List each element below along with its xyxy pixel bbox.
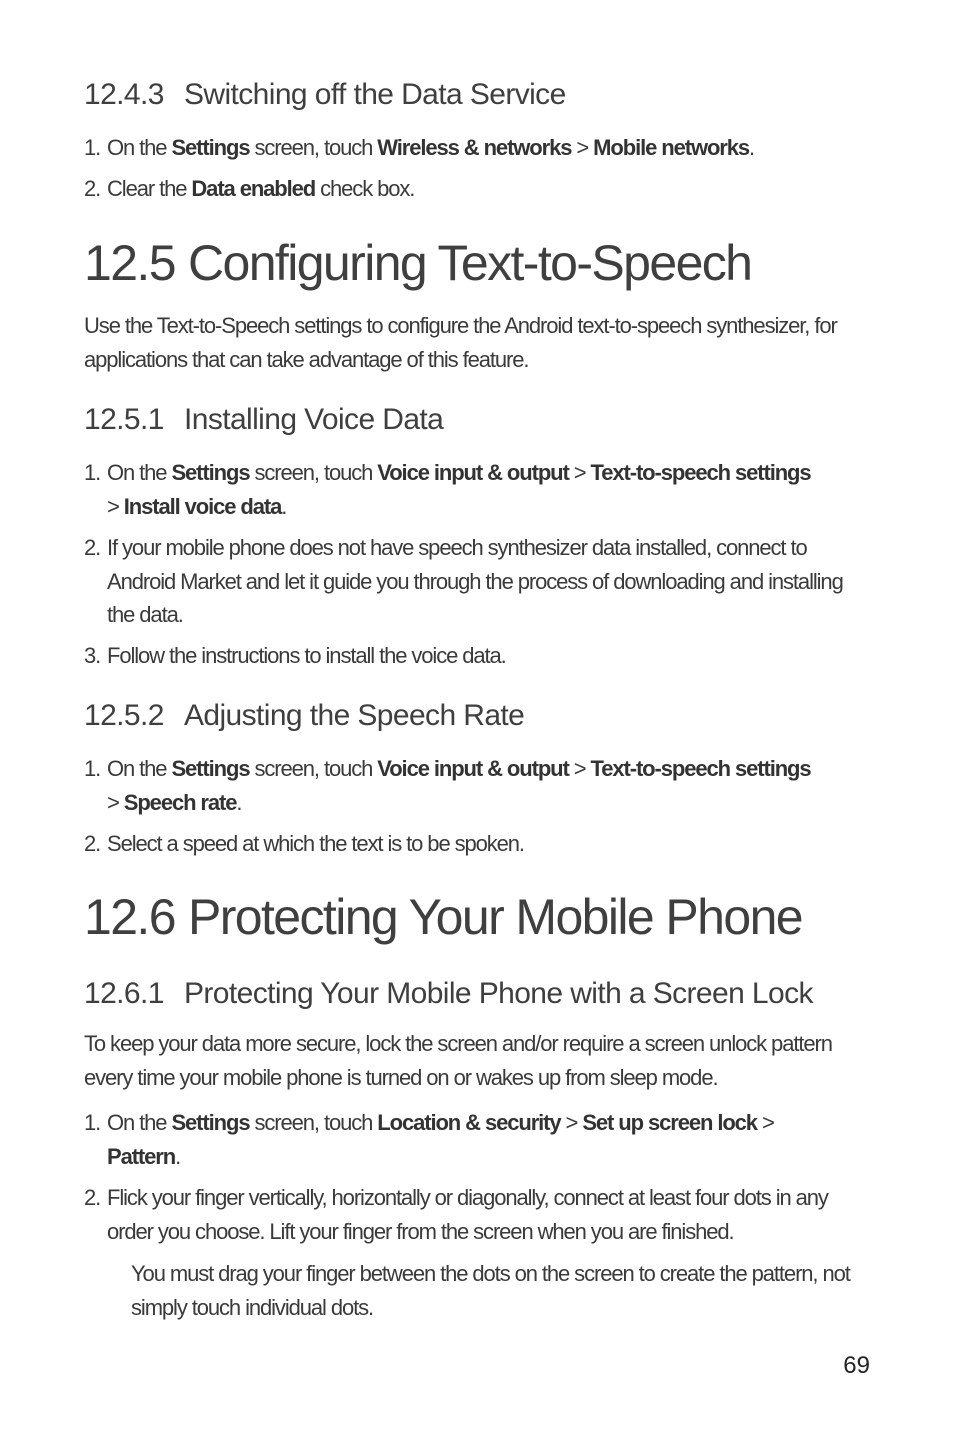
section-number: 12.6 bbox=[84, 889, 175, 945]
list-item bbox=[84, 1106, 874, 1173]
bold-text: Settings bbox=[171, 756, 250, 781]
section-heading-12-6-1 bbox=[84, 977, 874, 1011]
section-heading-12-4-3 bbox=[84, 78, 874, 112]
section-title: Installing Voice Data bbox=[184, 403, 444, 436]
list-number: 2. bbox=[84, 1185, 101, 1210]
text-run: On the bbox=[107, 135, 172, 160]
text-run: On the bbox=[107, 1110, 172, 1135]
text-run: On the bbox=[107, 756, 172, 781]
section-number: 12.5.2 bbox=[84, 699, 164, 732]
text-run: Clear the bbox=[107, 176, 192, 201]
bold-text: Install voice data bbox=[123, 493, 282, 519]
text-run: > bbox=[568, 460, 591, 485]
section-heading-12-5-1 bbox=[84, 403, 874, 437]
text-run: . bbox=[749, 135, 755, 160]
text-run: screen, touch bbox=[249, 1110, 378, 1135]
section-number: 12.5.1 bbox=[84, 403, 164, 436]
list-number: 1. bbox=[84, 756, 101, 781]
section-title: Switching off the Data Service bbox=[184, 78, 566, 111]
text-run: > bbox=[107, 789, 124, 815]
list-text bbox=[107, 1106, 874, 1173]
list-number: 2. bbox=[84, 831, 101, 856]
text-run: > bbox=[756, 1110, 774, 1135]
bold-text: Data enabled bbox=[191, 176, 316, 201]
list-text: If your mobile phone does not have speech synthesizer data installed, connect to Android Market and let it guide you through the process of downloading and installing the data. bbox=[107, 535, 843, 627]
section-number: 12.6.1 bbox=[84, 977, 164, 1010]
text-run: . bbox=[281, 493, 287, 519]
list-item bbox=[84, 531, 874, 632]
list-number: 1. bbox=[84, 135, 101, 160]
bold-text: Settings bbox=[171, 460, 250, 485]
text-run: screen, touch bbox=[249, 756, 378, 781]
text-run: > bbox=[107, 493, 124, 519]
text-run: On the bbox=[107, 460, 172, 485]
bold-text: Pattern bbox=[107, 1143, 176, 1169]
bold-text: Voice input & output bbox=[377, 756, 569, 781]
list-item bbox=[84, 752, 874, 819]
list-text bbox=[107, 456, 874, 523]
section-title: Configuring Text-to-Speech bbox=[188, 235, 752, 291]
list-text bbox=[107, 172, 874, 206]
list-number: 2. bbox=[84, 535, 101, 560]
list-text: Select a speed at which the text is to be spoken. bbox=[107, 831, 524, 856]
section-number: 12.4.3 bbox=[84, 78, 164, 111]
list-item bbox=[84, 172, 874, 206]
text-run: screen, touch bbox=[249, 135, 378, 160]
bold-text: Text-to-speech settings bbox=[590, 460, 811, 485]
text-run: > bbox=[568, 756, 591, 781]
bold-text: Voice input & output bbox=[377, 460, 569, 485]
section-title: Protecting Your Mobile Phone bbox=[188, 889, 802, 945]
list-text: Follow the instructions to install the voice data. bbox=[107, 643, 506, 668]
text-run: check box. bbox=[315, 176, 415, 201]
list-text: Flick your finger vertically, horizontally or diagonally, connect at least four dots in any order you choose. Lift your finger from the screen when you are finished. bbox=[107, 1185, 828, 1244]
list-item bbox=[84, 639, 874, 673]
list-item bbox=[84, 1181, 874, 1248]
bold-text: Settings bbox=[171, 1110, 250, 1135]
text-run: > bbox=[571, 135, 594, 160]
note-text: You must drag your finger between the dots on the screen to create the pattern, not simply touch individual dots. bbox=[131, 1261, 850, 1320]
section-heading-12-6 bbox=[84, 888, 874, 946]
section-heading-12-5 bbox=[84, 234, 874, 292]
list-text bbox=[107, 131, 874, 165]
section-title: Protecting Your Mobile Phone with a Screen Lock bbox=[184, 977, 813, 1010]
bold-text: Mobile networks bbox=[593, 135, 750, 160]
list-number: 3. bbox=[84, 643, 101, 668]
text-run: > bbox=[560, 1110, 583, 1135]
list-text bbox=[107, 752, 874, 819]
bold-text: Text-to-speech settings bbox=[590, 756, 811, 781]
bold-text: Speech rate bbox=[123, 789, 237, 815]
section-heading-12-5-2 bbox=[84, 699, 874, 733]
paragraph: Use the Text-to-Speech settings to configure the Android text-to-speech synthesizer, for applications that can take advantage of this feature. bbox=[84, 313, 837, 372]
page-number: 69 bbox=[843, 1352, 870, 1379]
list-item bbox=[84, 131, 874, 165]
list-number: 1. bbox=[84, 1110, 101, 1135]
list-item bbox=[84, 827, 874, 861]
bold-text: Location & security bbox=[377, 1110, 561, 1135]
list-number: 1. bbox=[84, 460, 101, 485]
bold-text: Settings bbox=[171, 135, 250, 160]
bold-text: Wireless & networks bbox=[377, 135, 572, 160]
bold-text: Set up screen lock bbox=[582, 1110, 757, 1135]
section-number: 12.5 bbox=[84, 235, 175, 291]
text-run: . bbox=[236, 789, 242, 815]
section-title: Adjusting the Speech Rate bbox=[184, 699, 525, 732]
text-run: screen, touch bbox=[249, 460, 378, 485]
list-number: 2. bbox=[84, 176, 101, 201]
paragraph: To keep your data more secure, lock the screen and/or require a screen unlock pattern every time your mobile phone is turned on or wakes up from sleep mode. bbox=[84, 1031, 832, 1090]
text-run: . bbox=[175, 1143, 181, 1169]
list-item bbox=[84, 456, 874, 523]
